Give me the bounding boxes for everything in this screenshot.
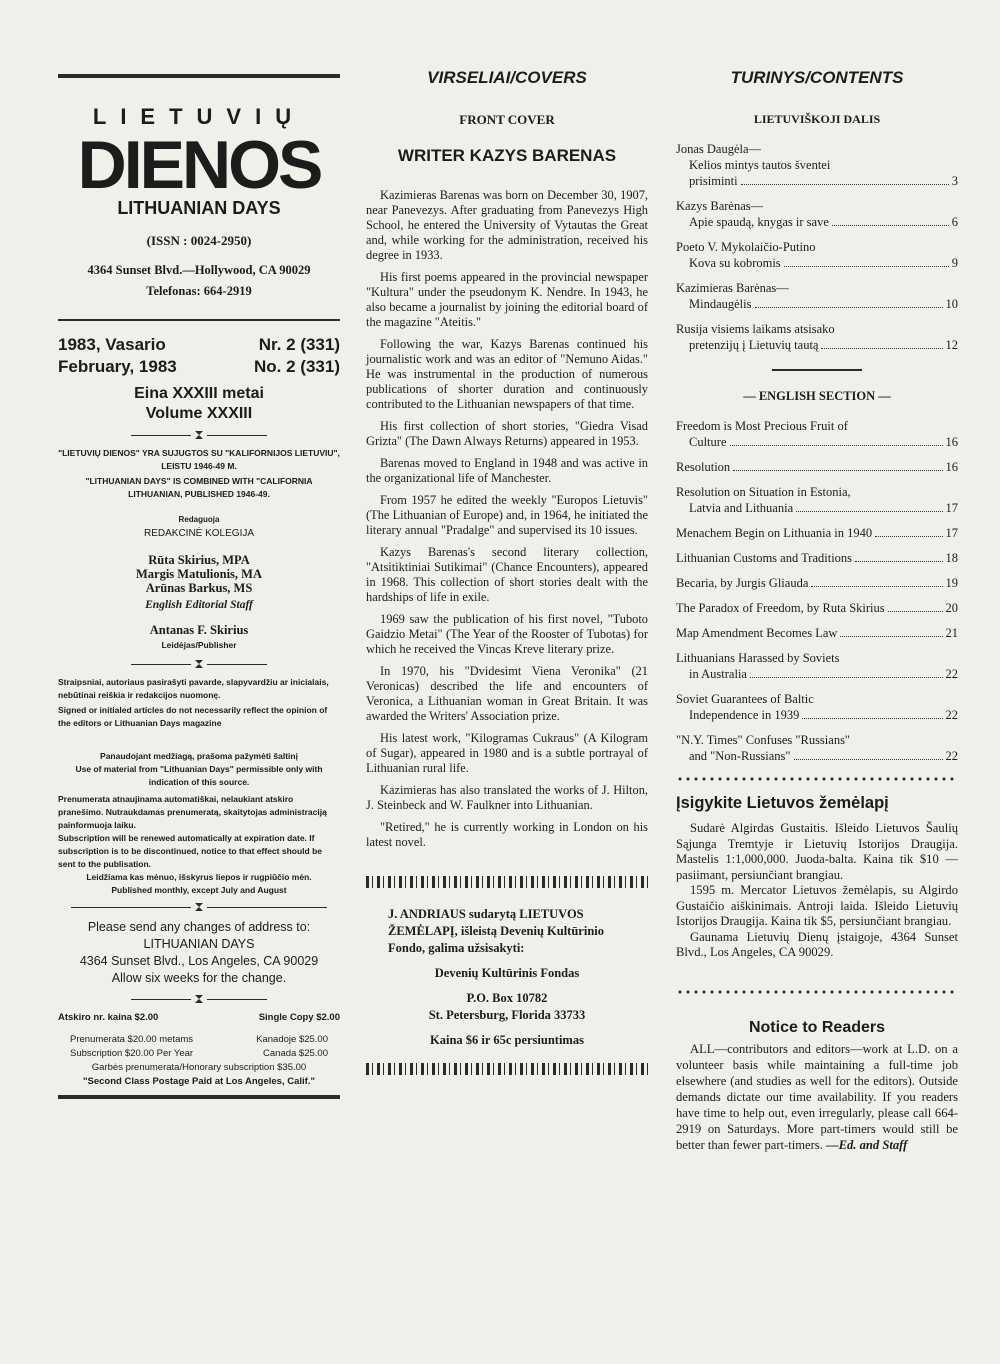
- leader-dots: [733, 459, 942, 471]
- toc-item[interactable]: [676, 625, 958, 641]
- volume-en: Volume XXXIII: [145, 405, 253, 422]
- sub-canada-lt: Kanadoje $25.00: [256, 1034, 328, 1045]
- change-address: [58, 919, 340, 987]
- sub-en: Subscription $20.00 Per Year: [70, 1048, 194, 1059]
- en-contents-list: [676, 418, 958, 764]
- change-line-1: Please send any changes of address to:: [87, 920, 311, 934]
- toc-author: Rusija visiems laikams atsisako: [676, 322, 835, 336]
- paragraph: In 1970, his "Dvidesimt Viena Veronika" (21 Veronicas) described the life and encounters of Veronica, a Lithuanian woman in Great Britain. It was awarded the Writers' Association prize.: [366, 664, 648, 723]
- contents-column: [676, 60, 958, 1153]
- toc-line: Resolution on Situation in Estonia,: [676, 485, 851, 499]
- toc-row: [676, 459, 958, 475]
- renew-lt: Prenumerata atnaujinama automatiškai, nelaukiant atskiro pranešimo. Nutraukdamas prenumeratą, skaitytojas administraciją painformuoja laiku.: [58, 794, 327, 830]
- toc-item[interactable]: [676, 280, 958, 312]
- toc-line: "N.Y. Times" Confuses "Russians": [676, 733, 851, 747]
- toc-item[interactable]: [676, 525, 958, 541]
- decorative-border: [366, 876, 648, 888]
- toc-item[interactable]: [676, 459, 958, 475]
- toc-row: [676, 173, 958, 189]
- toc-line: Soviet Guarantees of Baltic: [676, 692, 814, 706]
- leader-dots: [840, 625, 942, 637]
- toc-page: 22: [945, 708, 958, 722]
- notice-text: [676, 1041, 958, 1153]
- paragraph: Kazimieras Barenas was born on December 30, 1907, near Panevezys. After graduating from Panevezys High School, he entered the University of Vytautas the Great and, while working for the administration, received his degree in 1933.: [366, 188, 648, 262]
- leader-dots: [832, 214, 949, 226]
- toc-item[interactable]: [676, 650, 958, 682]
- map-paragraph: Gaunama Lietuvių Dienų įstaigoje, 4364 Sunset Blvd., Los Angeles, CA 90029.: [676, 929, 958, 959]
- renew-en: Subscription will be renewed automatically at expiration date. If subscription is to be discontinued, notice to that effect should be sent to the publisation.: [58, 833, 322, 869]
- toc-author: Kazys Barėnas—: [676, 199, 764, 213]
- toc-title: Becaria, by Jurgis Gliauda: [676, 576, 809, 590]
- phone: Telefonas: 664-2919: [146, 284, 252, 298]
- map-title: Įsigykite Lietuvos žemėlapį: [676, 794, 889, 812]
- toc-row: [676, 525, 958, 541]
- monthly-lt: Leidžiama kas mėnuo, išskyrus liepos ir rugpiūčio mėn.: [86, 872, 312, 882]
- divider: [58, 319, 340, 321]
- toc-page: 18: [945, 551, 958, 565]
- toc-page: 12: [945, 338, 958, 352]
- bottom-rule: [58, 1095, 340, 1099]
- toc-page: 22: [945, 667, 958, 681]
- toc-item[interactable]: [676, 484, 958, 516]
- monthly-en: Published monthly, except July and August: [111, 885, 287, 895]
- toc-row: [676, 337, 958, 353]
- address: 4364 Sunset Blvd.—Hollywood, CA 90029: [87, 263, 311, 277]
- editorial-board: REDAKCINĖ KOLEGIJA: [143, 528, 255, 539]
- toc-author: Jonas Daugėla—: [676, 142, 762, 156]
- toc-title: Independence in 1939: [689, 708, 800, 722]
- leader-dots: [755, 296, 943, 308]
- toc-item[interactable]: [676, 550, 958, 566]
- toc-item[interactable]: [676, 418, 958, 450]
- toc-row: [676, 748, 958, 764]
- contents-heading: TURINYS/CONTENTS: [730, 68, 904, 87]
- notice-paragraph: ALL—contributors and editors—work at L.D. on a volunteer basis while maintaining a full-time job elsewhere (and studies as well for the editors). Outside demands dictate our time availability. If you readers have time to help out, even irregularly, please call 664-2919 on Saturdays. More part-timers would still be better than fewer part-timers.: [676, 1041, 958, 1152]
- issue-num-lt: Nr. 2 (331): [258, 335, 340, 354]
- disclaimer-lt: Straipsniai, autoriaus pasirašyti pavarde, slapyvardžiu ar inicialais, nebūtinai reiškia ir redakcijos nuomonę.: [58, 677, 329, 700]
- leader-dots: [784, 255, 949, 267]
- leader-dots: [802, 707, 942, 719]
- paragraph: Kazys Barenas's second literary collection, "Atsitiktiniai Sutikimai" (Chance Encounters), appeared in 1968. This collection of short stories dealt with the hardships of life in exile.: [366, 545, 648, 604]
- leader-dots: [811, 575, 942, 587]
- covers-heading: VIRSELIAI/COVERS: [427, 68, 587, 87]
- paragraph: 1969 saw the publication of his first novel, "Tuboto Gaidzio Metai" (The Year of the Rooster of Tubotas) for which he received the Vincas Kreve literary prize.: [366, 612, 648, 656]
- leader-dots: [875, 525, 942, 537]
- toc-title: Map Amendment Becomes Law: [676, 626, 838, 640]
- notice-body: [676, 1041, 958, 1153]
- toc-item[interactable]: [676, 600, 958, 616]
- issue-date-lt: 1983, Vasario: [58, 335, 166, 354]
- leader-dots: [794, 748, 943, 760]
- toc-row: [676, 296, 958, 312]
- lt-contents-list: [676, 141, 958, 353]
- editor-label: Redaguoja: [178, 515, 220, 524]
- paragraph: His first poems appeared in the provincial newspaper "Kultura" under the pseudonym K. Nendre. In 1943, he also became a journalist by joining the editorial board of the magazine "Ateitis.": [366, 270, 648, 329]
- toc-page: 19: [945, 576, 958, 590]
- article-title: WRITER KAZYS BARENAS: [397, 146, 617, 165]
- top-rule: [58, 74, 340, 78]
- leader-dots: [730, 434, 943, 446]
- map-paragraph: Sudarė Algirdas Gustaitis. Išleido Lietuvos Šaulių Sąjunga Tremtyje ir Lietuvių Istorijos Draugija. Mastelis 1:1,000,000. Juoda-balta. Kaina tik $10 —pasiimant, persiunčiant brangiau.: [676, 821, 958, 882]
- toc-row: [676, 255, 958, 271]
- toc-item[interactable]: [676, 732, 958, 764]
- toc-title: Apie spaudą, knygas ir save: [689, 215, 829, 229]
- map-ad: [366, 888, 648, 1049]
- masthead-top: LIETUVIŲ: [92, 104, 306, 129]
- toc-title: Resolution: [676, 460, 731, 474]
- merged-lt: "LIETUVIŲ DIENOS" YRA SUJUGTOS SU "KALIFORNIJOS LIETUVIU", LEISTU 1946-49 M.: [58, 448, 340, 471]
- toc-title: in Australia: [689, 667, 747, 681]
- toc-line: Kelios mintys tautos šventei: [689, 158, 831, 172]
- paragraph: Barenas moved to England in 1948 and was active in the organizational life of Manchester.: [366, 456, 648, 485]
- short-rule: [772, 369, 862, 371]
- toc-title: prisiminti: [689, 174, 738, 188]
- toc-row: [676, 625, 958, 641]
- price-line: [58, 1011, 340, 1025]
- issue-line-en: [58, 357, 340, 377]
- lt-section-title: LIETUVIŠKOJI DALIS: [753, 112, 881, 126]
- paragraph: "Retired," he is currently working in London on his latest novel.: [366, 820, 648, 849]
- map-ad-text: J. ANDRIAUS sudarytą LIETUVOS ŽEMĖLAPĮ, išleistą Devenių Kultūrinio Fondo, galima užsisakyti:: [388, 907, 604, 955]
- paragraph: His first collection of short stories, "Giedra Visad Grizta" (The Dawn Always Returns) appeared in 1953.: [366, 419, 648, 448]
- map-ad-price: Kaina $6 ir 65c persiuntimas: [430, 1033, 584, 1047]
- toc-row: [676, 707, 958, 723]
- toc-page: 9: [951, 256, 958, 270]
- issue-date-en: February, 1983: [58, 357, 177, 376]
- toc-title: The Paradox of Freedom, by Ruta Skirius: [676, 601, 885, 615]
- toc-row: [676, 600, 958, 616]
- toc-item[interactable]: [676, 239, 958, 271]
- leader-dots: [750, 666, 943, 678]
- toc-line: Lithuanians Harassed by Soviets: [676, 651, 840, 665]
- publisher-label: Leidėjas/Publisher: [161, 640, 237, 650]
- toc-item[interactable]: [676, 575, 958, 591]
- toc-page: 21: [945, 626, 958, 640]
- toc-item[interactable]: [676, 198, 958, 230]
- toc-item[interactable]: [676, 321, 958, 353]
- map-ad-box: P.O. Box 10782: [466, 991, 548, 1005]
- masthead-sub: LITHUANIAN DAYS: [117, 198, 281, 218]
- leader-dots: [888, 600, 943, 612]
- toc-row: [676, 500, 958, 516]
- notice-signature: —Ed. and Staff: [826, 1137, 908, 1152]
- front-cover-label: FRONT COVER: [459, 112, 555, 127]
- toc-title: pretenzijų į Lietuvių tautą: [689, 338, 819, 352]
- masthead-main: DIENOS: [77, 127, 321, 203]
- sub-line-2: [58, 1047, 340, 1061]
- issue-line-lt: [58, 335, 340, 355]
- staff-1: Rūta Skirius, MPA: [148, 553, 250, 567]
- use-lt: Panaudojant medžiagą, prašoma pažymėti šaltinį: [100, 751, 298, 761]
- toc-title: Lithuanian Customs and Traditions: [676, 551, 853, 565]
- toc-page: 10: [945, 297, 958, 311]
- toc-page: 17: [945, 526, 958, 540]
- dotted-divider: [676, 989, 958, 995]
- ornament: [58, 995, 340, 1003]
- toc-author: Kazimieras Barėnas—: [676, 281, 789, 295]
- staff-2: Margis Matulionis, MA: [135, 567, 263, 581]
- map-notice: [676, 821, 958, 961]
- map-ad-org: Devenių Kultūrinis Fondas: [434, 966, 580, 980]
- toc-page: 20: [945, 601, 958, 615]
- issn: (ISSN : 0024-2950): [146, 233, 252, 248]
- paragraph: Following the war, Kazys Barenas continued his journalistic work and was an editor of "Nemuno Aidas." He was instrumental in the production of numerous publications of shorter duration and continuously contributed to the Lithuanian newspapers of that time.: [366, 337, 648, 411]
- paragraph: From 1957 he edited the weekly "Europos Lietuvis" (The Lithuanian of Europe) and, in 1964, he initiated the literary annual "Pradalge" and supervised its 10 issues.: [366, 493, 648, 537]
- toc-page: 17: [945, 501, 958, 515]
- toc-item[interactable]: [676, 141, 958, 189]
- toc-row: [676, 214, 958, 230]
- change-line-4: Allow six weeks for the change.: [111, 971, 287, 985]
- change-line-2: LITHUANIAN DAYS: [143, 937, 255, 951]
- toc-page: 22: [945, 749, 958, 763]
- toc-row: [676, 666, 958, 682]
- toc-title: Kova su kobromis: [689, 256, 781, 270]
- masthead-column: [58, 60, 340, 1099]
- toc-author: Poeto V. Mykolaičio-Putino: [676, 240, 816, 254]
- toc-item[interactable]: [676, 691, 958, 723]
- sub-lt: Prenumerata $20.00 metams: [70, 1034, 194, 1045]
- toc-page: 3: [951, 174, 958, 188]
- ornament: [58, 903, 340, 911]
- price-en: Single Copy $2.00: [258, 1012, 340, 1023]
- paragraph: His latest work, "Kilogramas Cukraus" (A Kilogram of Sugar), appeared in 1980 and is a subtle portrayal of Lithuanian rural life.: [366, 731, 648, 775]
- toc-line: Freedom is Most Precious Fruit of: [676, 419, 848, 433]
- sub-honorary: Garbės prenumerata/Honorary subscription $35.00: [91, 1062, 307, 1073]
- leader-dots: [796, 500, 942, 512]
- publisher: Antanas F. Skirius: [149, 623, 249, 637]
- leader-dots: [741, 173, 949, 185]
- toc-row: [676, 550, 958, 566]
- sub-canada-en: Canada $25.00: [263, 1048, 328, 1059]
- use-en: Use of material from "Lithuanian Days" permissible only with indication of this source.: [75, 764, 323, 787]
- leader-dots: [855, 550, 942, 562]
- leader-dots: [821, 337, 942, 349]
- paragraph: Kazimieras has also translated the works of J. Hilton, J. Steinbeck and W. Faulkner into Lithuanian.: [366, 783, 648, 812]
- toc-page: 6: [951, 215, 958, 229]
- article-body: [366, 188, 648, 850]
- disclaimer-en: Signed or initialed articles do not necessarily reflect the opinion of the editors or Lithuanian Days magazine: [58, 705, 328, 728]
- price-lt: Atskiro nr. kaina $2.00: [58, 1012, 159, 1023]
- decorative-border: [366, 1063, 648, 1075]
- notice-title: Notice to Readers: [748, 1018, 886, 1036]
- toc-title: and "Non-Russians": [689, 749, 791, 763]
- covers-column: [366, 60, 648, 1075]
- toc-page: 16: [945, 460, 958, 474]
- volume-lt: Eina XXXIII metai: [134, 385, 264, 402]
- en-section-title: — ENGLISH SECTION —: [743, 389, 891, 403]
- toc-row: [676, 575, 958, 591]
- change-line-3: 4364 Sunset Blvd., Los Angeles, CA 90029: [79, 954, 319, 968]
- map-ad-city: St. Petersburg, Florida 33733: [428, 1008, 586, 1022]
- postage-note: "Second Class Postage Paid at Los Angeles, Calif.": [83, 1076, 315, 1087]
- toc-page: 16: [945, 435, 958, 449]
- toc-title: Menachem Begin on Lithuania in 1940: [676, 526, 873, 540]
- issue-num-en: No. 2 (331): [254, 357, 340, 376]
- toc-row: [676, 434, 958, 450]
- sub-line-1: [58, 1033, 340, 1047]
- map-paragraph: 1595 m. Mercator Lietuvos žemėlapis, su Algirdo Gustaičio aiškinimais. Antroji laida. Išleido Lietuvių Istorijos Draugija. Kaina tik $5, persiunčiant brangiau.: [676, 883, 958, 928]
- toc-title: Latvia and Lithuania: [689, 501, 794, 515]
- toc-title: Mindaugėlis: [689, 297, 752, 311]
- staff-label: English Editorial Staff: [145, 599, 253, 611]
- toc-title: Culture: [689, 435, 727, 449]
- staff-3: Arūnas Barkus, MS: [145, 581, 253, 595]
- dotted-divider: [676, 776, 958, 782]
- merged-en: "LITHUANIAN DAYS" IS COMBINED WITH "CALIFORNIA LITHUANIAN, PUBLISHED 1946-49.: [85, 476, 313, 499]
- ornament: [58, 660, 340, 668]
- ornament: [58, 431, 340, 439]
